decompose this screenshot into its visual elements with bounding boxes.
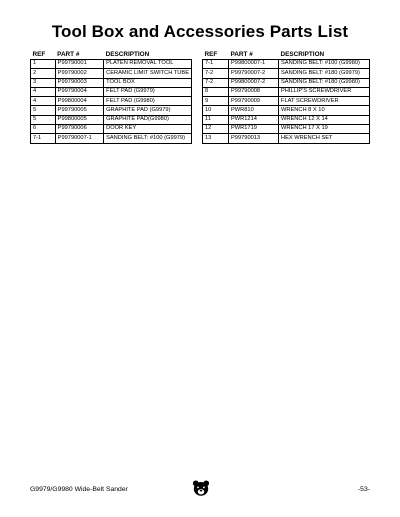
- parts-table-right-body: [203, 60, 370, 144]
- bear-head-logo-icon: [192, 479, 210, 497]
- part-number-cell: P99790007-1: [55, 134, 103, 143]
- ref-cell: 8: [203, 87, 229, 96]
- table-row: [31, 97, 192, 106]
- ref-cell: 4: [31, 97, 56, 106]
- header-part: PART #: [55, 49, 103, 60]
- table-row: [203, 60, 370, 69]
- ref-cell: 2: [31, 69, 56, 78]
- description-cell: PHILLIP'S SCREWDRIVER: [279, 87, 370, 96]
- ref-cell: 13: [203, 134, 229, 143]
- ref-cell: 11: [203, 115, 229, 124]
- part-number-cell: P99790009: [229, 97, 279, 106]
- table-row: [31, 125, 192, 134]
- part-number-cell: P99790005: [55, 106, 103, 115]
- ref-cell: 10: [203, 106, 229, 115]
- parts-table-right: [202, 49, 370, 144]
- header-description: DESCRIPTION: [279, 49, 370, 60]
- description-cell: GRAPHITE PAD (G9979): [104, 106, 192, 115]
- table-row: [31, 134, 192, 143]
- table-row: [31, 69, 192, 78]
- description-cell: DOOR KEY: [104, 125, 192, 134]
- description-cell: WRENCH 8 X 10: [279, 106, 370, 115]
- ref-cell: 6: [31, 125, 56, 134]
- page-title: Tool Box and Accessories Parts List: [51, 22, 349, 41]
- part-number-cell: P99790003: [55, 78, 103, 87]
- part-number-cell: P99790002: [55, 69, 103, 78]
- part-number-cell: P99790004: [55, 87, 103, 96]
- table-row: [31, 106, 192, 115]
- parts-table-left-body: [31, 60, 192, 144]
- part-number-cell: P99800007-2: [229, 78, 279, 87]
- description-cell: SANDING BELT: #100 (G9979): [104, 134, 192, 143]
- header-description: DESCRIPTION: [104, 49, 192, 60]
- ref-cell: 7-2: [203, 69, 229, 78]
- part-number-cell: PWR1719: [229, 125, 279, 134]
- table-row: [203, 115, 370, 124]
- part-number-cell: P99790013: [229, 134, 279, 143]
- description-cell: SANDING BELT: #100 (G9980): [279, 60, 370, 69]
- ref-cell: 3: [31, 78, 56, 87]
- part-number-cell: PWR810: [229, 106, 279, 115]
- part-number-cell: P99790008: [229, 87, 279, 96]
- ref-cell: 9: [203, 97, 229, 106]
- description-cell: FELT PAD (G9980): [104, 97, 192, 106]
- description-cell: WRENCH 12 X 14: [279, 115, 370, 124]
- part-number-cell: P99790006: [55, 125, 103, 134]
- ref-cell: 7-2: [203, 78, 229, 87]
- part-number-cell: P99800007-1: [229, 60, 279, 69]
- ref-cell: 1: [31, 60, 56, 69]
- header-ref: REF: [203, 49, 229, 60]
- description-cell: FLAT SCREWDRIVER: [279, 97, 370, 106]
- ref-cell: 7-1: [31, 134, 56, 143]
- description-cell: TOOL BOX: [104, 78, 192, 87]
- footer-model: G9979/G9980 Wide-Belt Sander: [30, 486, 128, 493]
- table-row: [31, 60, 192, 69]
- description-cell: WRENCH 17 X 19: [279, 125, 370, 134]
- table-row: [203, 78, 370, 87]
- table-header-row: [31, 49, 192, 60]
- table-row: [203, 97, 370, 106]
- header-ref: REF: [31, 49, 56, 60]
- table-row: [31, 78, 192, 87]
- table-row: [203, 87, 370, 96]
- ref-cell: 7-1: [203, 60, 229, 69]
- description-cell: HEX WRENCH SET: [279, 134, 370, 143]
- part-number-cell: PWR1214: [229, 115, 279, 124]
- table-row: [31, 115, 192, 124]
- description-cell: SANDING BELT: #180 (G9979): [279, 69, 370, 78]
- description-cell: SANDING BELT: #180 (G9980): [279, 78, 370, 87]
- description-cell: GRAPHITE PAD(G9980): [104, 115, 192, 124]
- table-row: [31, 87, 192, 96]
- part-number-cell: P99790001: [55, 60, 103, 69]
- table-row: [203, 134, 370, 143]
- part-number-cell: P99800004: [55, 97, 103, 106]
- table-row: [203, 69, 370, 78]
- header-part: PART #: [229, 49, 279, 60]
- description-cell: CERAMIC LIMIT SWITCH TUBE: [104, 69, 192, 78]
- footer-page-number: -53-: [357, 486, 370, 493]
- table-row: [203, 125, 370, 134]
- ref-cell: 5: [31, 115, 56, 124]
- description-cell: FELT PAD (G9979): [104, 87, 192, 96]
- parts-table-left: [30, 49, 192, 144]
- table-row: [203, 106, 370, 115]
- ref-cell: 12: [203, 125, 229, 134]
- part-number-cell: P99800005: [55, 115, 103, 124]
- table-header-row: [203, 49, 370, 60]
- ref-cell: 4: [31, 87, 56, 96]
- description-cell: PLATEN REMOVAL TOOL: [104, 60, 192, 69]
- part-number-cell: P99790007-2: [229, 69, 279, 78]
- ref-cell: 5: [31, 106, 56, 115]
